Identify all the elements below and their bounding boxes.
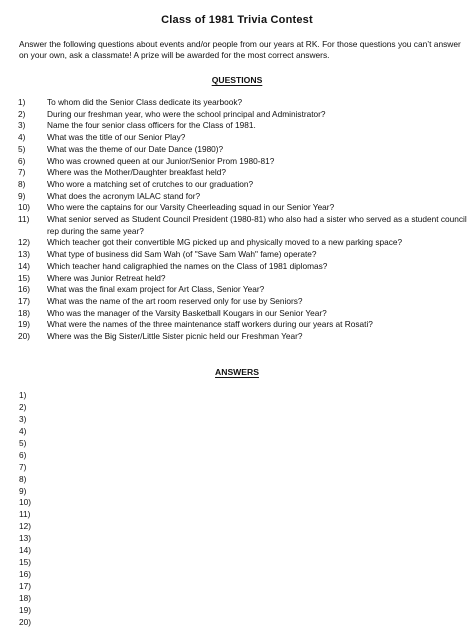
answer-number: 14) (19, 545, 31, 556)
answer-number: 19) (19, 604, 31, 615)
question-item (18, 132, 472, 144)
question-item (18, 167, 472, 179)
question-item (18, 97, 472, 109)
question-number: 11) (18, 214, 30, 225)
question-number: 8) (18, 178, 26, 189)
answer-number: 10) (19, 497, 31, 508)
question-number: 6) (18, 155, 26, 166)
question-text: Who were the captains for our Varsity Cheerleading squad in our Senior Year? (47, 202, 335, 213)
question-item (18, 319, 472, 331)
question-number: 2) (18, 108, 26, 119)
question-item (18, 191, 472, 203)
question-item (18, 284, 472, 296)
question-text: Where was the Big Sister/Little Sister picnic held our Freshman Year? (47, 331, 303, 342)
question-text: Name the four senior class officers for the Class of 1981. (47, 120, 256, 131)
question-number: 14) (18, 260, 30, 271)
question-number: 12) (18, 237, 30, 248)
answer-number: 8) (19, 473, 27, 484)
question-item (18, 273, 472, 285)
question-item (18, 261, 472, 273)
question-text: What senior served as Student Council President (1980-81) who also had a sister who served as a student council rep during the same year? (47, 214, 467, 236)
answer-number: 12) (19, 521, 31, 532)
questions-list (18, 97, 472, 343)
question-text: During our freshman year, who were the school principal and Administrator? (47, 108, 326, 119)
answer-number: 5) (19, 437, 27, 448)
question-text: Who was crowned queen at our Junior/Senior Prom 1980-81? (47, 155, 275, 166)
questions-heading: QUESTIONS (211, 75, 263, 85)
answer-number: 7) (19, 461, 27, 472)
question-number: 3) (18, 120, 26, 131)
question-text: What was the final exam project for Art Class, Senior Year? (47, 284, 265, 295)
answer-number: 15) (19, 557, 31, 568)
question-text: What was the name of the art room reserved only for use by Seniors? (47, 295, 303, 306)
question-text: What does the acronym IALAC stand for? (47, 190, 201, 201)
answer-number: 2) (19, 401, 27, 412)
answer-number: 13) (19, 533, 31, 544)
question-number: 5) (18, 143, 26, 154)
document-title: Class of 1981 Trivia Contest (161, 14, 313, 26)
answer-number: 16) (19, 569, 31, 580)
question-text: What was the theme of our Date Dance (1980)? (47, 143, 224, 154)
answer-number: 17) (19, 581, 31, 591)
question-item (18, 249, 472, 261)
question-item (18, 109, 472, 121)
question-item (18, 331, 472, 343)
question-text: What type of business did Sam Wah (of "Save Sam Wah" fame) operate? (47, 249, 317, 260)
answer-number: 18) (19, 592, 31, 603)
intro-paragraph: Answer the following questions about events and/or people from our years at RK. For those questions you can’t answer on your own, ask a classmate! A prize will be awarded for the most correct answers. (19, 39, 461, 60)
question-text: What was the title of our Senior Play? (47, 132, 186, 143)
question-text: Which teacher hand caligraphied the names on the Class of 1981 diplomas? (47, 260, 328, 271)
question-text: Where was the Mother/Daughter breakfast held? (47, 167, 226, 178)
answer-number: 9) (19, 485, 27, 496)
question-number: 1) (18, 97, 26, 107)
question-text: What were the names of the three maintenance staff workers during our years at Rosati? (47, 319, 373, 330)
answer-number: 4) (19, 425, 27, 436)
question-item (18, 179, 472, 191)
question-item (18, 237, 472, 249)
answer-number: 6) (19, 449, 27, 460)
question-item (18, 120, 472, 132)
answers-list (19, 390, 139, 629)
question-number: 9) (18, 190, 26, 201)
question-number: 4) (18, 132, 26, 143)
question-number: 13) (18, 249, 30, 260)
answer-number: 1) (19, 390, 27, 400)
question-number: 16) (18, 284, 30, 295)
question-number: 7) (18, 167, 26, 178)
question-item (18, 214, 472, 237)
answer-number: 20) (19, 616, 31, 627)
question-item (18, 156, 472, 168)
question-text: Who wore a matching set of crutches to our graduation? (47, 178, 254, 189)
question-text: Which teacher got their convertible MG picked up and physically moved to a new parking space? (47, 237, 403, 248)
question-item (18, 296, 472, 308)
question-text: To whom did the Senior Class dedicate its yearbook? (47, 97, 243, 107)
answer-number: 11) (19, 509, 31, 520)
question-number: 18) (18, 307, 30, 318)
question-item (18, 308, 472, 320)
question-item (18, 202, 472, 214)
question-number: 20) (18, 331, 30, 342)
question-text: Where was Junior Retreat held? (47, 272, 166, 283)
question-text: Who was the manager of the Varsity Basketball Kougars in our Senior Year? (47, 307, 327, 318)
answers-heading: ANSWERS (215, 367, 259, 377)
question-number: 19) (18, 319, 30, 330)
question-item (18, 144, 472, 156)
answer-number: 3) (19, 413, 27, 424)
question-number: 10) (18, 202, 30, 213)
question-number: 17) (18, 295, 30, 306)
question-number: 15) (18, 272, 30, 283)
